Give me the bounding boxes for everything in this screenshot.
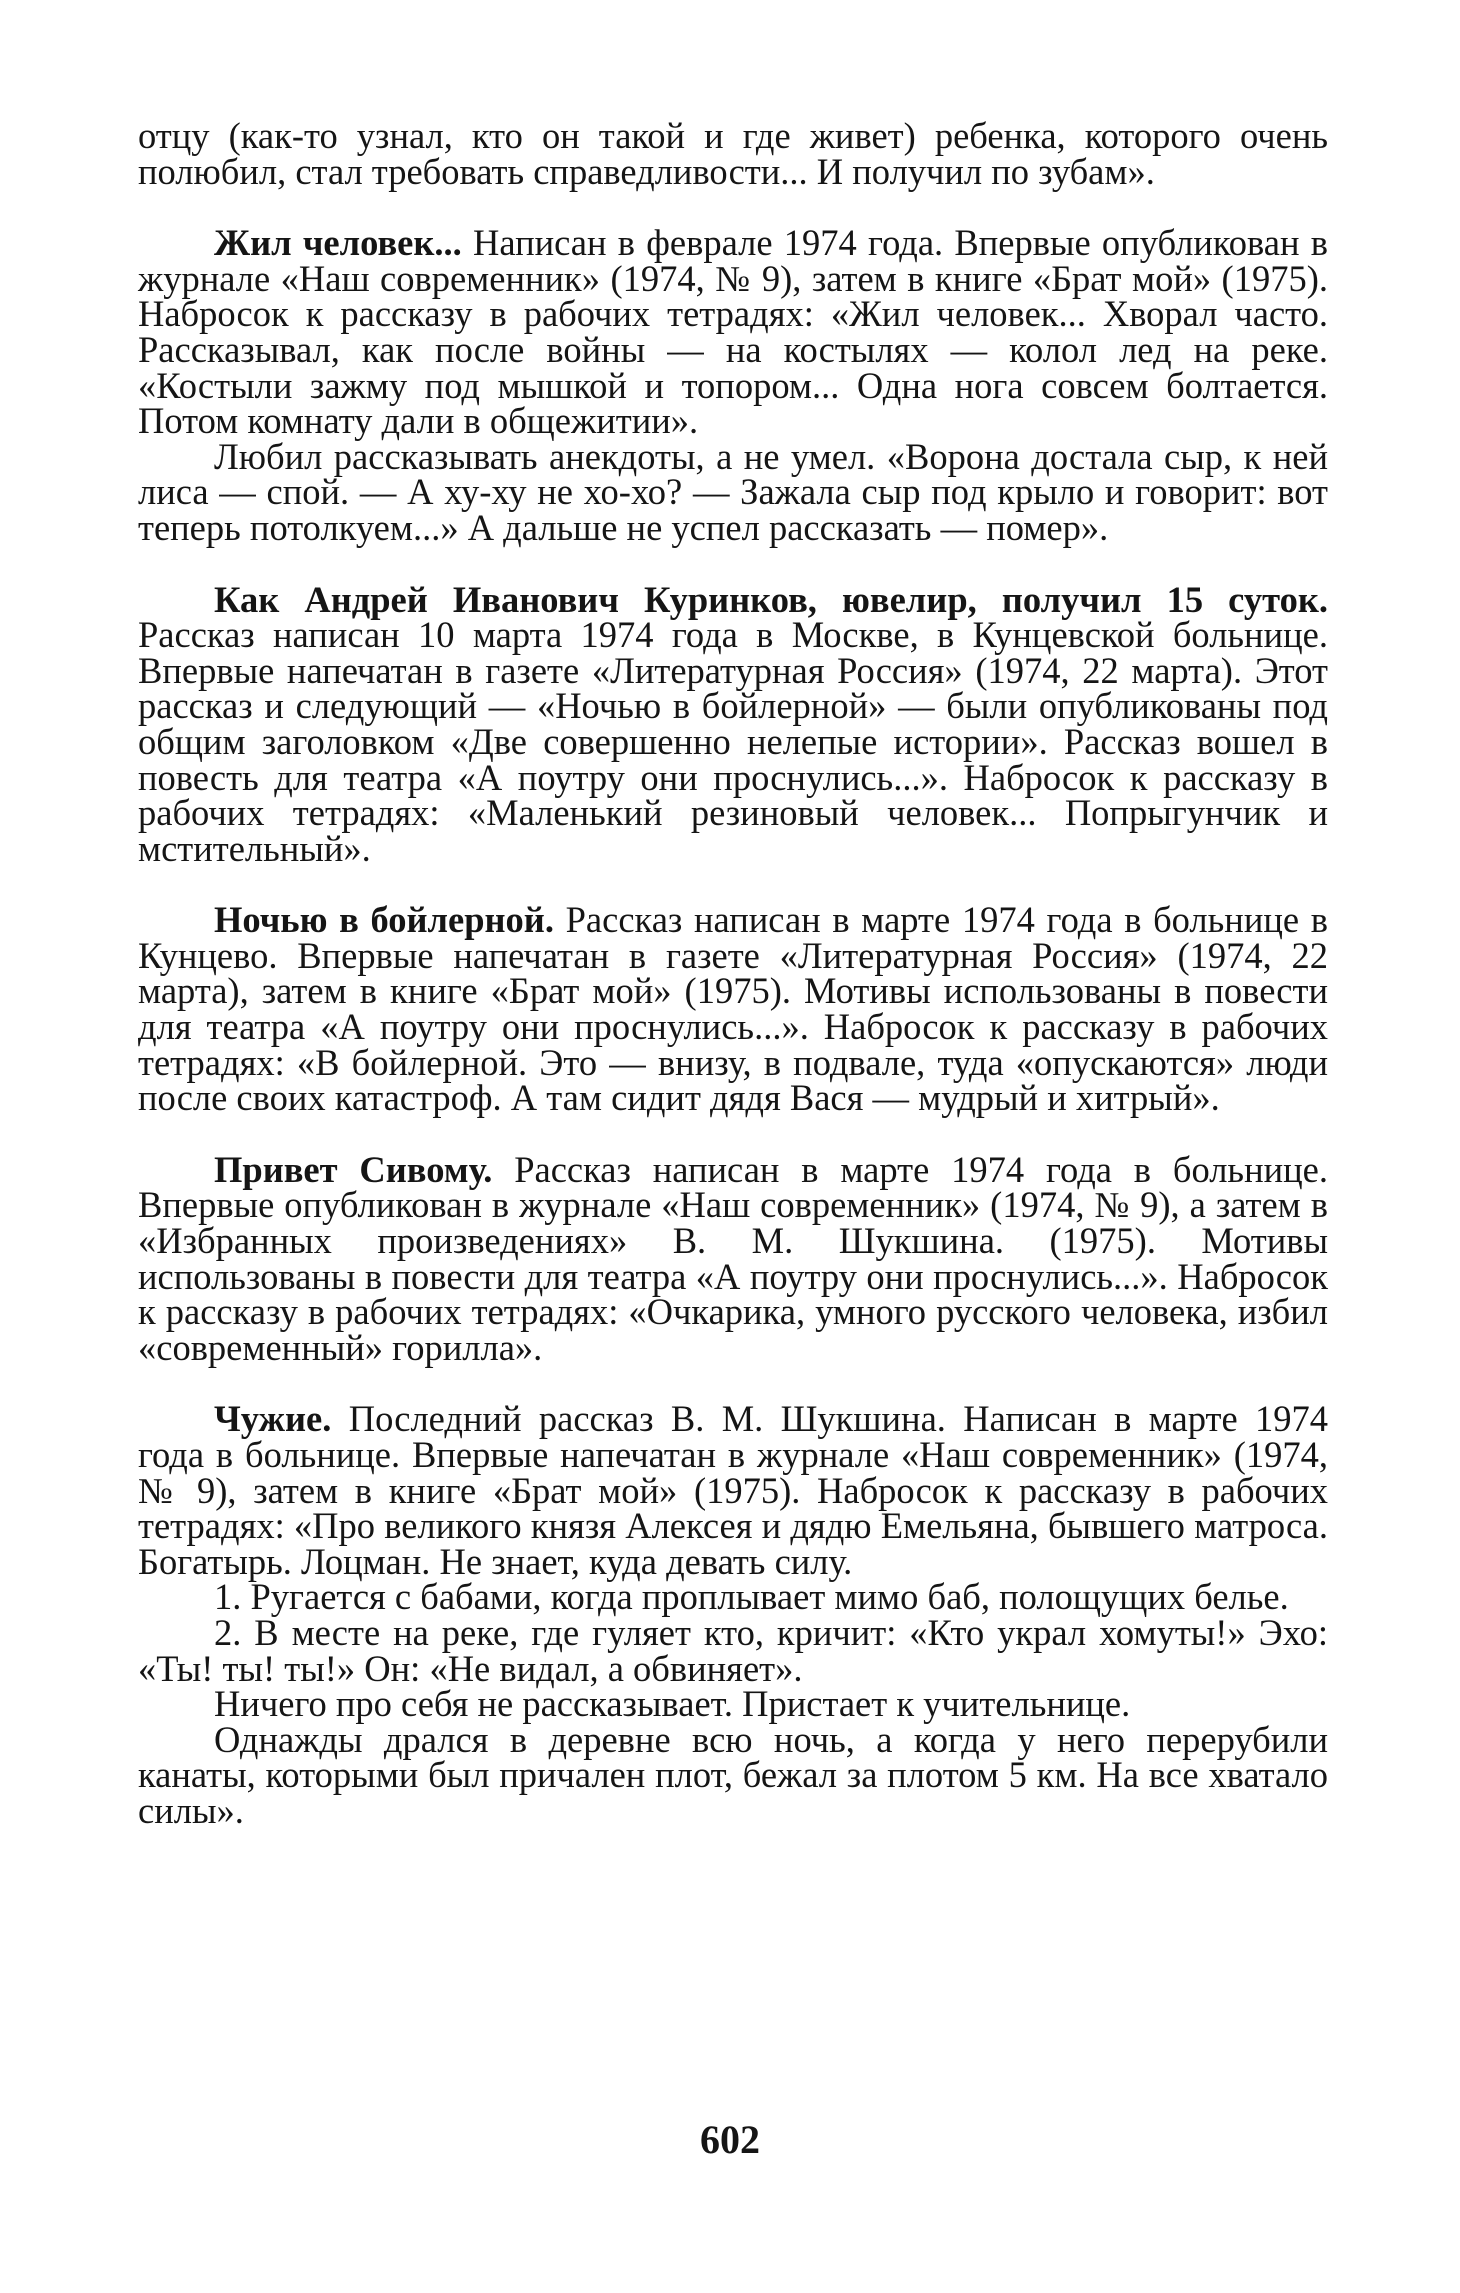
- note-paragraph: Любил рассказывать анекдоты, а не умел. «Ворона достала сыр, к ней лиса — спой. — А ху-ху не хо-хо? — Зажала сыр под крыло и говорит: вот теперь потолкуем...» А дальше не успел рассказать — помер».: [138, 435, 1328, 548]
- note-paragraph: [138, 578, 1328, 869]
- note-paragraph: [138, 1398, 1328, 1582]
- note-nochyu-v-boylernoy: [138, 899, 1328, 1119]
- note-body: Последний рассказ В. М. Шукшина. Написан в марте 1974 года в больнице. Впервые напечатан в журнале «Наш современник» (1974, № 9), затем в книге «Брат мой» (1975). Набросок к рассказу в рабочих тетрадях: «Про великого князя Алексея и дядю Емельяна, бывшего матроса. Богатырь. Лоцман. Не знает, куда девать силу.: [138, 1398, 1328, 1582]
- note-paragraph: Ничего про себя не рассказывает. Пристает к учительнице.: [214, 1683, 1131, 1725]
- note-heading: Привет Сивому.: [214, 1148, 493, 1190]
- page-number: 602: [700, 2117, 760, 2162]
- note-paragraph: [138, 1148, 1328, 1368]
- note-kak-andrey-ivanovich: [138, 578, 1328, 869]
- note-body: Рассказ написан в марте 1974 года в больнице. Впервые опубликован в журнале «Наш современник» (1974, № 9), а затем в «Избранных произведениях» В. М. Шукшина. (1975). Мотивы использованы в повести для театра «А поутру они проснулись...». Набросок к рассказу в рабочих тетрадях: «Очкарика, умного русского человека, избил «современный» горилла».: [138, 1148, 1328, 1368]
- note-zhil-chelovek: [138, 222, 1328, 548]
- note-paragraph: 2. В месте на реке, где гуляет кто, кричит: «Кто украл хомуты!» Эхо: «Ты! ты! ты!» Он: «Не видал, а обвиняет».: [138, 1611, 1328, 1689]
- note-heading: Жил человек...: [214, 222, 462, 264]
- note-body: Написан в феврале 1974 года. Впервые опубликован в журнале «Наш современник» (1974, № 9), затем в книге «Брат мой» (1975). Набросок к рассказу в рабочих тетрадях: «Жил человек... Хворал часто. Рассказывал, как после войны — на костылях — колол лед на реке. «Костыли зажму под мышкой и топором... Одна нога совсем болтается. Потом комнату дали в общежитии».: [138, 222, 1328, 442]
- opening-paragraph: отцу (как-то узнал, кто он такой и где живет) ребенка, которого очень полюбил, стал требовать справедливости... И получил по зубам».: [138, 115, 1328, 192]
- note-paragraph: [138, 899, 1328, 1119]
- note-body: Рассказ написан в марте 1974 года в больнице в Кунцево. Впервые напечатан в газете «Литературная Россия» (1974, 22 марта), затем в книге «Брат мой» (1975). Мотивы использованы в повести для театра «А поутру они проснулись...». Набросок к рассказу в рабочих тетрадях: «В бойлерной. Это — внизу, в подвале, туда «опускаются» люди после своих катастроф. А там сидит дядя Вася — мудрый и хитрый».: [138, 899, 1328, 1119]
- note-heading: Как Андрей Иванович Куринков, ювелир, получил 15 суток.: [214, 578, 1328, 620]
- note-heading: Ночью в бойлерной.: [214, 899, 554, 941]
- note-chuzhie: [138, 1398, 1328, 1831]
- note-paragraph: 1. Ругается с бабами, когда проплывает мимо баб, полощущих белье.: [214, 1576, 1289, 1618]
- note-paragraph: [138, 222, 1328, 442]
- note-body: Рассказ написан 10 марта 1974 года в Москве, в Кунцевской больнице. Впервые напечатан в газете «Литературная Россия» (1974, 22 марта). Этот рассказ и следующий — «Ночью в бойлерной» — были опубликованы под общим заголовком «Две совершенно нелепые истории». Рассказ вошел в повесть для театра «А поутру они проснулись...». Набросок к рассказу в рабочих тетрадях: «Маленький резиновый человек... Попрыгунчик и мстительный».: [138, 614, 1328, 869]
- note-heading: Чужие.: [214, 1398, 332, 1440]
- note-paragraph: Однажды дрался в деревне всю ночь, а когда у него перерубили канаты, которыми был причален плот, бежал за плотом 5 км. На все хватало силы».: [138, 1718, 1328, 1831]
- note-privet-sivomu: [138, 1148, 1328, 1368]
- commentary-page: [138, 115, 1328, 1831]
